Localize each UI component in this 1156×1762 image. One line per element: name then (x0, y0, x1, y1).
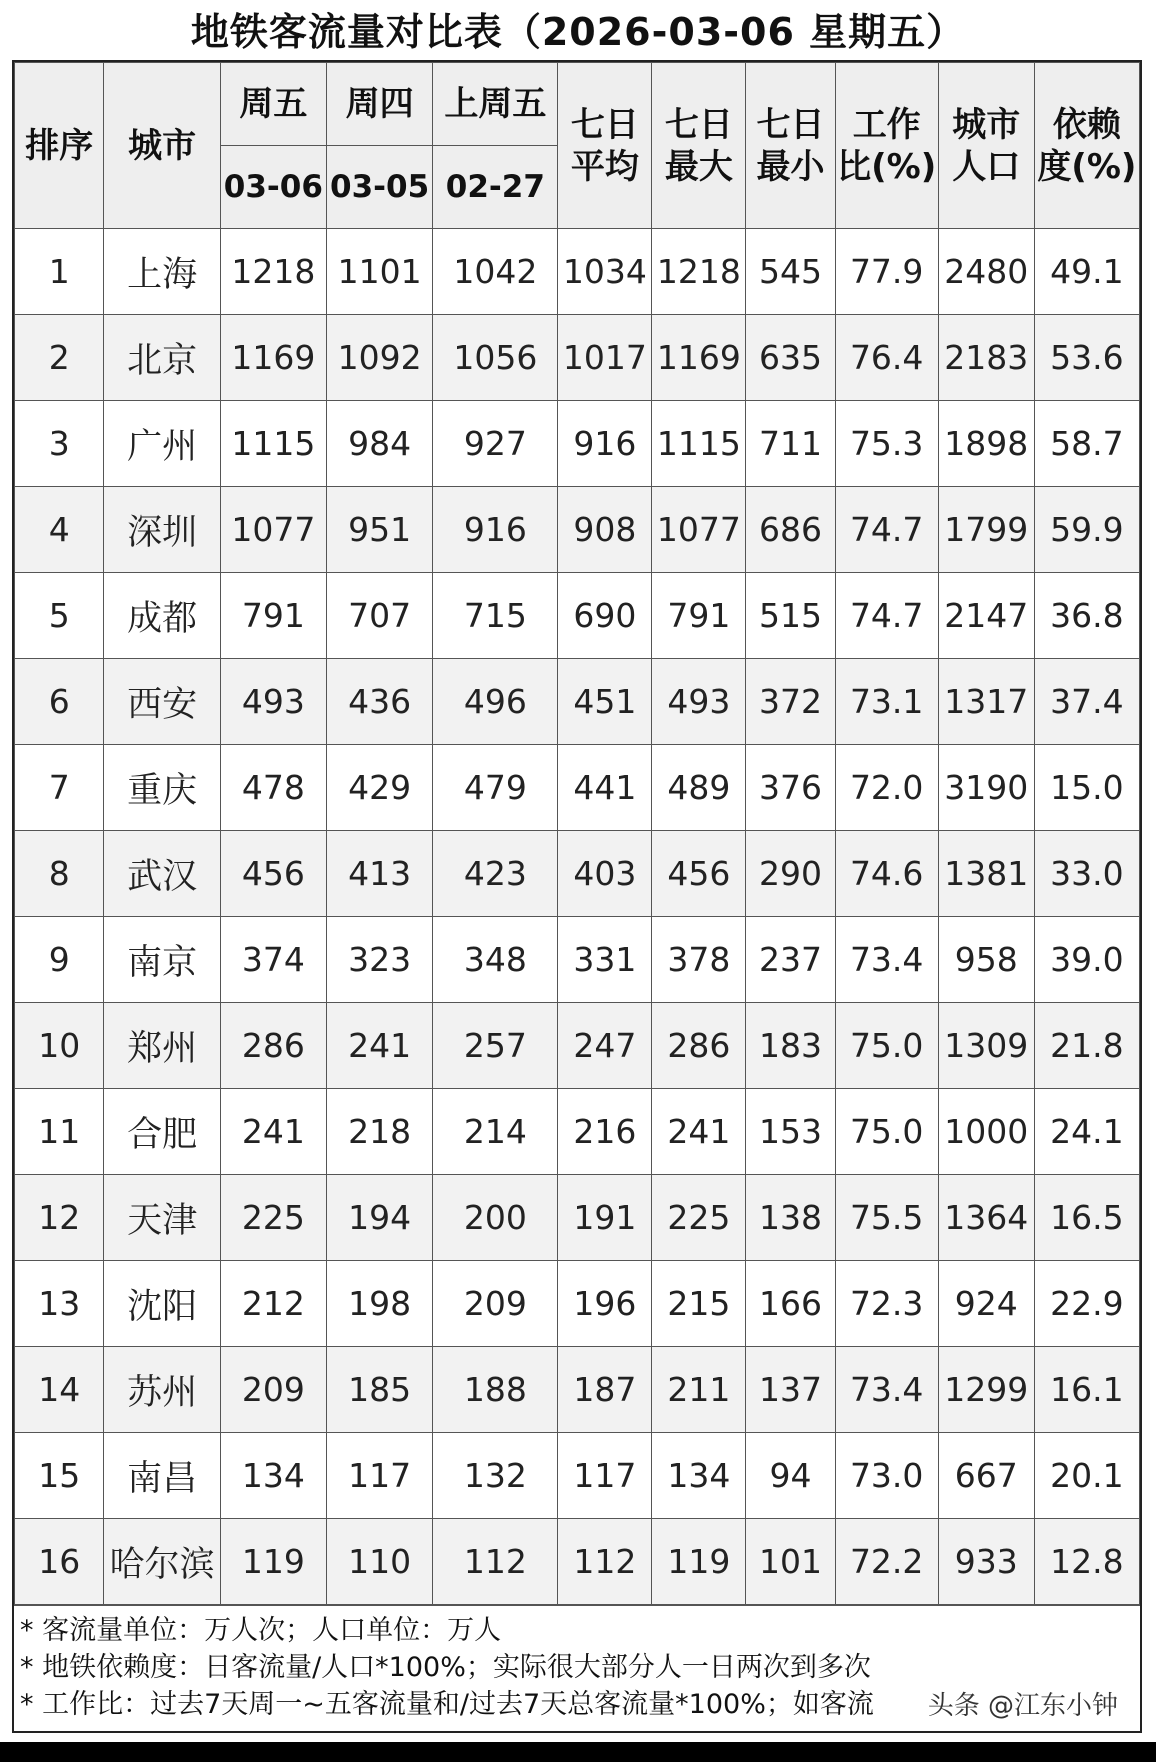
cell-avg7: 1034 (558, 229, 652, 315)
cell-work-ratio: 74.7 (835, 573, 938, 659)
cell-avg7: 247 (558, 1003, 652, 1089)
cell-city: 西安 (104, 659, 220, 745)
cell-population: 3190 (938, 745, 1034, 831)
cell-dependency: 49.1 (1034, 229, 1139, 315)
cell-rank: 3 (15, 401, 104, 487)
cell-dependency: 12.8 (1034, 1519, 1139, 1605)
cell-max7: 791 (652, 573, 746, 659)
cell-thu: 110 (326, 1519, 432, 1605)
cell-work-ratio: 74.7 (835, 487, 938, 573)
header-dependency: 依赖 度(%) (1034, 63, 1139, 229)
cell-dependency: 39.0 (1034, 917, 1139, 1003)
cell-city: 深圳 (104, 487, 220, 573)
cell-fri: 374 (220, 917, 326, 1003)
cell-dependency: 21.8 (1034, 1003, 1139, 1089)
cell-fri: 493 (220, 659, 326, 745)
cell-thu: 413 (326, 831, 432, 917)
cell-last-fri: 209 (433, 1261, 558, 1347)
cell-fri: 209 (220, 1347, 326, 1433)
cell-city: 沈阳 (104, 1261, 220, 1347)
cell-population: 1309 (938, 1003, 1034, 1089)
metro-ridership-table-frame (12, 60, 1142, 1733)
cell-population: 958 (938, 917, 1034, 1003)
ridership-table (14, 62, 1140, 1605)
cell-thu: 1092 (326, 315, 432, 401)
cell-thu: 951 (326, 487, 432, 573)
cell-min7: 376 (746, 745, 835, 831)
cell-population: 924 (938, 1261, 1034, 1347)
table-row (15, 315, 1140, 401)
cell-rank: 13 (15, 1261, 104, 1347)
cell-avg7: 216 (558, 1089, 652, 1175)
cell-min7: 372 (746, 659, 835, 745)
cell-city: 重庆 (104, 745, 220, 831)
cell-max7: 215 (652, 1261, 746, 1347)
cell-work-ratio: 76.4 (835, 315, 938, 401)
cell-population: 1299 (938, 1347, 1034, 1433)
cell-max7: 1077 (652, 487, 746, 573)
header-population: 城市 人口 (938, 63, 1034, 229)
cell-avg7: 187 (558, 1347, 652, 1433)
header-rank: 排序 (15, 63, 104, 229)
cell-city: 天津 (104, 1175, 220, 1261)
header-friday-date: 03-06 (220, 146, 326, 229)
cell-city: 南昌 (104, 1433, 220, 1519)
cell-fri: 1115 (220, 401, 326, 487)
cell-thu: 117 (326, 1433, 432, 1519)
cell-max7: 1115 (652, 401, 746, 487)
cell-dependency: 20.1 (1034, 1433, 1139, 1519)
cell-min7: 138 (746, 1175, 835, 1261)
cell-fri: 1077 (220, 487, 326, 573)
cell-rank: 6 (15, 659, 104, 745)
cell-work-ratio: 75.0 (835, 1003, 938, 1089)
cell-city: 北京 (104, 315, 220, 401)
cell-dependency: 53.6 (1034, 315, 1139, 401)
footnote-work-ratio: * 工作比：过去7天周一~五客流量和/过去7天总客流量*100%；如客流 (20, 1689, 874, 1720)
cell-avg7: 908 (558, 487, 652, 573)
cell-work-ratio: 75.5 (835, 1175, 938, 1261)
cell-max7: 493 (652, 659, 746, 745)
header-thursday: 周四 (326, 63, 432, 146)
cell-population: 933 (938, 1519, 1034, 1605)
cell-last-fri: 423 (433, 831, 558, 917)
cell-max7: 489 (652, 745, 746, 831)
cell-avg7: 441 (558, 745, 652, 831)
table-row (15, 1433, 1140, 1519)
cell-city: 武汉 (104, 831, 220, 917)
cell-thu: 218 (326, 1089, 432, 1175)
cell-city: 广州 (104, 401, 220, 487)
cell-last-fri: 1056 (433, 315, 558, 401)
table-row (15, 1519, 1140, 1605)
cell-last-fri: 927 (433, 401, 558, 487)
cell-thu: 185 (326, 1347, 432, 1433)
cell-last-fri: 200 (433, 1175, 558, 1261)
table-row (15, 917, 1140, 1003)
cell-population: 667 (938, 1433, 1034, 1519)
page-title: 地铁客流量对比表（2026-03-06 星期五） (190, 10, 966, 54)
cell-work-ratio: 72.2 (835, 1519, 938, 1605)
cell-rank: 16 (15, 1519, 104, 1605)
cell-last-fri: 348 (433, 917, 558, 1003)
cell-fri: 286 (220, 1003, 326, 1089)
cell-min7: 94 (746, 1433, 835, 1519)
cell-population: 1364 (938, 1175, 1034, 1261)
cell-fri: 134 (220, 1433, 326, 1519)
cell-dependency: 24.1 (1034, 1089, 1139, 1175)
cell-min7: 101 (746, 1519, 835, 1605)
cell-rank: 11 (15, 1089, 104, 1175)
cell-max7: 286 (652, 1003, 746, 1089)
cell-max7: 119 (652, 1519, 746, 1605)
table-row (15, 831, 1140, 917)
cell-population: 2183 (938, 315, 1034, 401)
cell-fri: 1218 (220, 229, 326, 315)
cell-rank: 12 (15, 1175, 104, 1261)
cell-city: 哈尔滨 (104, 1519, 220, 1605)
cell-work-ratio: 72.0 (835, 745, 938, 831)
cell-city: 郑州 (104, 1003, 220, 1089)
cell-population: 1799 (938, 487, 1034, 573)
cell-avg7: 403 (558, 831, 652, 917)
cell-thu: 323 (326, 917, 432, 1003)
cell-max7: 211 (652, 1347, 746, 1433)
cell-last-fri: 1042 (433, 229, 558, 315)
cell-avg7: 690 (558, 573, 652, 659)
cell-fri: 478 (220, 745, 326, 831)
cell-min7: 711 (746, 401, 835, 487)
cell-fri: 1169 (220, 315, 326, 401)
cell-thu: 241 (326, 1003, 432, 1089)
watermark: 头条 @江东小钟 (924, 1688, 1122, 1725)
cell-dependency: 15.0 (1034, 745, 1139, 831)
cell-work-ratio: 75.3 (835, 401, 938, 487)
cell-min7: 686 (746, 487, 835, 573)
header-7day-avg: 七日 平均 (558, 63, 652, 229)
cell-min7: 166 (746, 1261, 835, 1347)
cell-min7: 137 (746, 1347, 835, 1433)
cell-avg7: 331 (558, 917, 652, 1003)
cell-last-fri: 916 (433, 487, 558, 573)
footnote-units: * 客流量单位：万人次；人口单位：万人 (20, 1615, 502, 1646)
cell-avg7: 916 (558, 401, 652, 487)
table-row (15, 401, 1140, 487)
table-row (15, 1347, 1140, 1433)
cell-fri: 241 (220, 1089, 326, 1175)
cell-min7: 515 (746, 573, 835, 659)
cell-population: 1000 (938, 1089, 1034, 1175)
cell-max7: 134 (652, 1433, 746, 1519)
cell-city: 成都 (104, 573, 220, 659)
cell-fri: 791 (220, 573, 326, 659)
cell-rank: 7 (15, 745, 104, 831)
table-row (15, 659, 1140, 745)
cell-fri: 119 (220, 1519, 326, 1605)
cell-dependency: 59.9 (1034, 487, 1139, 573)
cell-dependency: 37.4 (1034, 659, 1139, 745)
table-row (15, 1175, 1140, 1261)
cell-rank: 9 (15, 917, 104, 1003)
table-row (15, 1089, 1140, 1175)
cell-work-ratio: 77.9 (835, 229, 938, 315)
header-last-friday: 上周五 (433, 63, 558, 146)
cell-avg7: 191 (558, 1175, 652, 1261)
cell-avg7: 1017 (558, 315, 652, 401)
cell-dependency: 22.9 (1034, 1261, 1139, 1347)
cell-max7: 241 (652, 1089, 746, 1175)
cell-fri: 212 (220, 1261, 326, 1347)
cell-last-fri: 479 (433, 745, 558, 831)
cell-population: 2147 (938, 573, 1034, 659)
cell-dependency: 36.8 (1034, 573, 1139, 659)
cell-thu: 194 (326, 1175, 432, 1261)
cell-thu: 429 (326, 745, 432, 831)
cell-fri: 225 (220, 1175, 326, 1261)
table-row (15, 1003, 1140, 1089)
cell-city: 南京 (104, 917, 220, 1003)
header-work-ratio: 工作 比(%) (835, 63, 938, 229)
cell-last-fri: 214 (433, 1089, 558, 1175)
cell-min7: 237 (746, 917, 835, 1003)
cell-last-fri: 112 (433, 1519, 558, 1605)
cell-city: 合肥 (104, 1089, 220, 1175)
cell-dependency: 16.1 (1034, 1347, 1139, 1433)
cell-max7: 1169 (652, 315, 746, 401)
cell-min7: 545 (746, 229, 835, 315)
cell-population: 1381 (938, 831, 1034, 917)
cell-population: 2480 (938, 229, 1034, 315)
cell-last-fri: 715 (433, 573, 558, 659)
cell-dependency: 58.7 (1034, 401, 1139, 487)
table-row (15, 1261, 1140, 1347)
cell-dependency: 16.5 (1034, 1175, 1139, 1261)
cell-rank: 1 (15, 229, 104, 315)
header-last-friday-date: 02-27 (433, 146, 558, 229)
cell-population: 1898 (938, 401, 1034, 487)
header-city: 城市 (104, 63, 220, 229)
cell-last-fri: 188 (433, 1347, 558, 1433)
bottom-bar (0, 1742, 1156, 1762)
cell-rank: 14 (15, 1347, 104, 1433)
cell-thu: 707 (326, 573, 432, 659)
cell-work-ratio: 74.6 (835, 831, 938, 917)
header-thursday-date: 03-05 (326, 146, 432, 229)
cell-min7: 290 (746, 831, 835, 917)
header-7day-max: 七日 最大 (652, 63, 746, 229)
cell-thu: 984 (326, 401, 432, 487)
cell-dependency: 33.0 (1034, 831, 1139, 917)
cell-population: 1317 (938, 659, 1034, 745)
table-row (15, 573, 1140, 659)
table-row (15, 229, 1140, 315)
cell-avg7: 196 (558, 1261, 652, 1347)
cell-work-ratio: 73.1 (835, 659, 938, 745)
cell-work-ratio: 73.4 (835, 917, 938, 1003)
cell-avg7: 451 (558, 659, 652, 745)
cell-min7: 183 (746, 1003, 835, 1089)
cell-avg7: 112 (558, 1519, 652, 1605)
cell-work-ratio: 73.0 (835, 1433, 938, 1519)
cell-rank: 4 (15, 487, 104, 573)
cell-min7: 635 (746, 315, 835, 401)
cell-last-fri: 257 (433, 1003, 558, 1089)
cell-city: 苏州 (104, 1347, 220, 1433)
table-row (15, 745, 1140, 831)
cell-work-ratio: 73.4 (835, 1347, 938, 1433)
cell-rank: 2 (15, 315, 104, 401)
cell-rank: 8 (15, 831, 104, 917)
cell-thu: 436 (326, 659, 432, 745)
cell-thu: 1101 (326, 229, 432, 315)
header-7day-min: 七日 最小 (746, 63, 835, 229)
cell-rank: 15 (15, 1433, 104, 1519)
cell-avg7: 117 (558, 1433, 652, 1519)
footnote-dependency: * 地铁依赖度：日客流量/人口*100%；实际很大部分人一日两次到多次 (20, 1652, 871, 1683)
cell-min7: 153 (746, 1089, 835, 1175)
cell-thu: 198 (326, 1261, 432, 1347)
cell-max7: 1218 (652, 229, 746, 315)
cell-work-ratio: 72.3 (835, 1261, 938, 1347)
cell-max7: 225 (652, 1175, 746, 1261)
cell-fri: 456 (220, 831, 326, 917)
table-row (15, 487, 1140, 573)
cell-max7: 456 (652, 831, 746, 917)
header-friday: 周五 (220, 63, 326, 146)
cell-last-fri: 132 (433, 1433, 558, 1519)
cell-max7: 378 (652, 917, 746, 1003)
cell-rank: 10 (15, 1003, 104, 1089)
cell-last-fri: 496 (433, 659, 558, 745)
footnotes (14, 1605, 1140, 1731)
cell-work-ratio: 75.0 (835, 1089, 938, 1175)
cell-rank: 5 (15, 573, 104, 659)
cell-city: 上海 (104, 229, 220, 315)
